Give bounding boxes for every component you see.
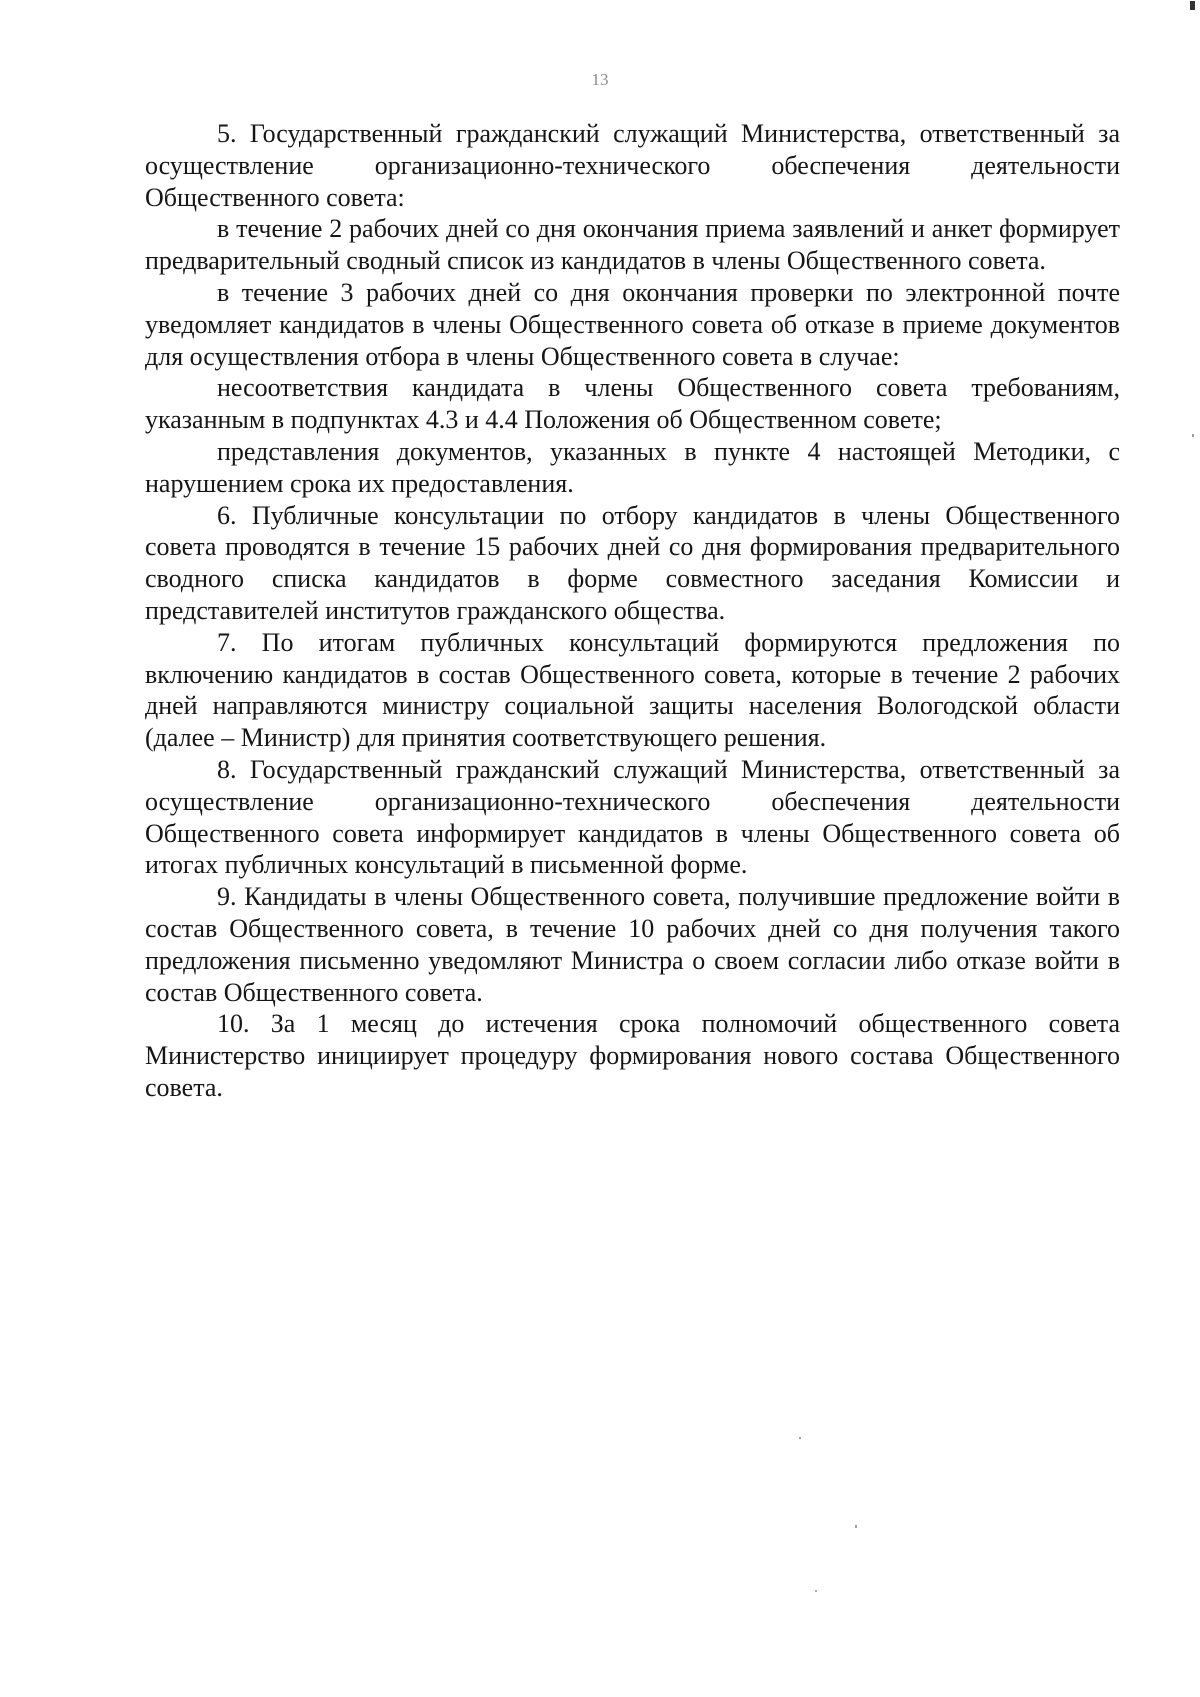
paragraph-5: 5. Государственный гражданский служащий Министерства, ответственный за осуществление организационно-технического обеспечения деятельности Общественного совета:	[145, 119, 1120, 212]
paragraph-5-condition-1: несоответствия кандидата в члены Общественного совета требованиям, указанным в подпунктах 4.3 и 4.4 Положения об Общественном совете;	[145, 373, 1120, 435]
paragraph-9: 9. Кандидаты в члены Общественного совета, получившие предложение войти в состав Общественного совета, в течение 10 рабочих дней со дня получения такого предложения письменно уведомляют Министра о своем согласии либо отказе войти в состав Общественного совета.	[145, 882, 1120, 1007]
paragraph-8: 8. Государственный гражданский служащий Министерства, ответственный за осуществление организационно-технического обеспечения деятельности Общественного совета информирует кандидатов в члены Общественного совета об итогах публичных консультаций в письменной форме.	[145, 754, 1120, 880]
paragraph-6: 6. Публичные консультации по отбору кандидатов в члены Общественного совета проводятся в течение 15 рабочих дней со дня формирования предварительного сводного списка кандидатов в форме совместного заседания Комиссии и представителей институтов гражданского общества.	[145, 500, 1120, 625]
document-body	[145, 118, 1120, 1104]
paragraph-10: 10. За 1 месяц до истечения срока полномочий общественного совета Министерство инициирует процедуру формирования нового состава Общественного совета.	[145, 1009, 1120, 1102]
paragraph-5-condition-2: представления документов, указанных в пункте 4 настоящей Методики, с нарушением срока их предоставления.	[145, 436, 1120, 498]
paragraph-5-subitem-2: в течение 3 рабочих дней со дня окончания проверки по электронной почте уведомляет кандидатов в члены Общественного совета об отказе в приеме документов для осуществления отбора в члены Общественного совета в случае:	[145, 277, 1120, 371]
scan-speck	[815, 1590, 817, 1592]
paragraph-5-subitem-1: в течение 2 рабочих дней со дня окончания приема заявлений и анкет формирует предварительный сводный список из кандидатов в члены Общественного совета.	[145, 214, 1120, 276]
paragraph-7: 7. По итогам публичных консультаций формируются предложения по включению кандидатов в состав Общественного совета, которые в течение 2 рабочих дней направляются министру социальной защиты населения Вологодской области (далее – Министр) для принятия соответствующего решения.	[145, 627, 1120, 753]
scan-speck	[1190, 1, 1195, 10]
scan-speck	[799, 1437, 801, 1439]
scan-speck	[855, 1525, 857, 1528]
scan-speck	[1192, 434, 1194, 437]
page-number: 13	[591, 70, 609, 89]
